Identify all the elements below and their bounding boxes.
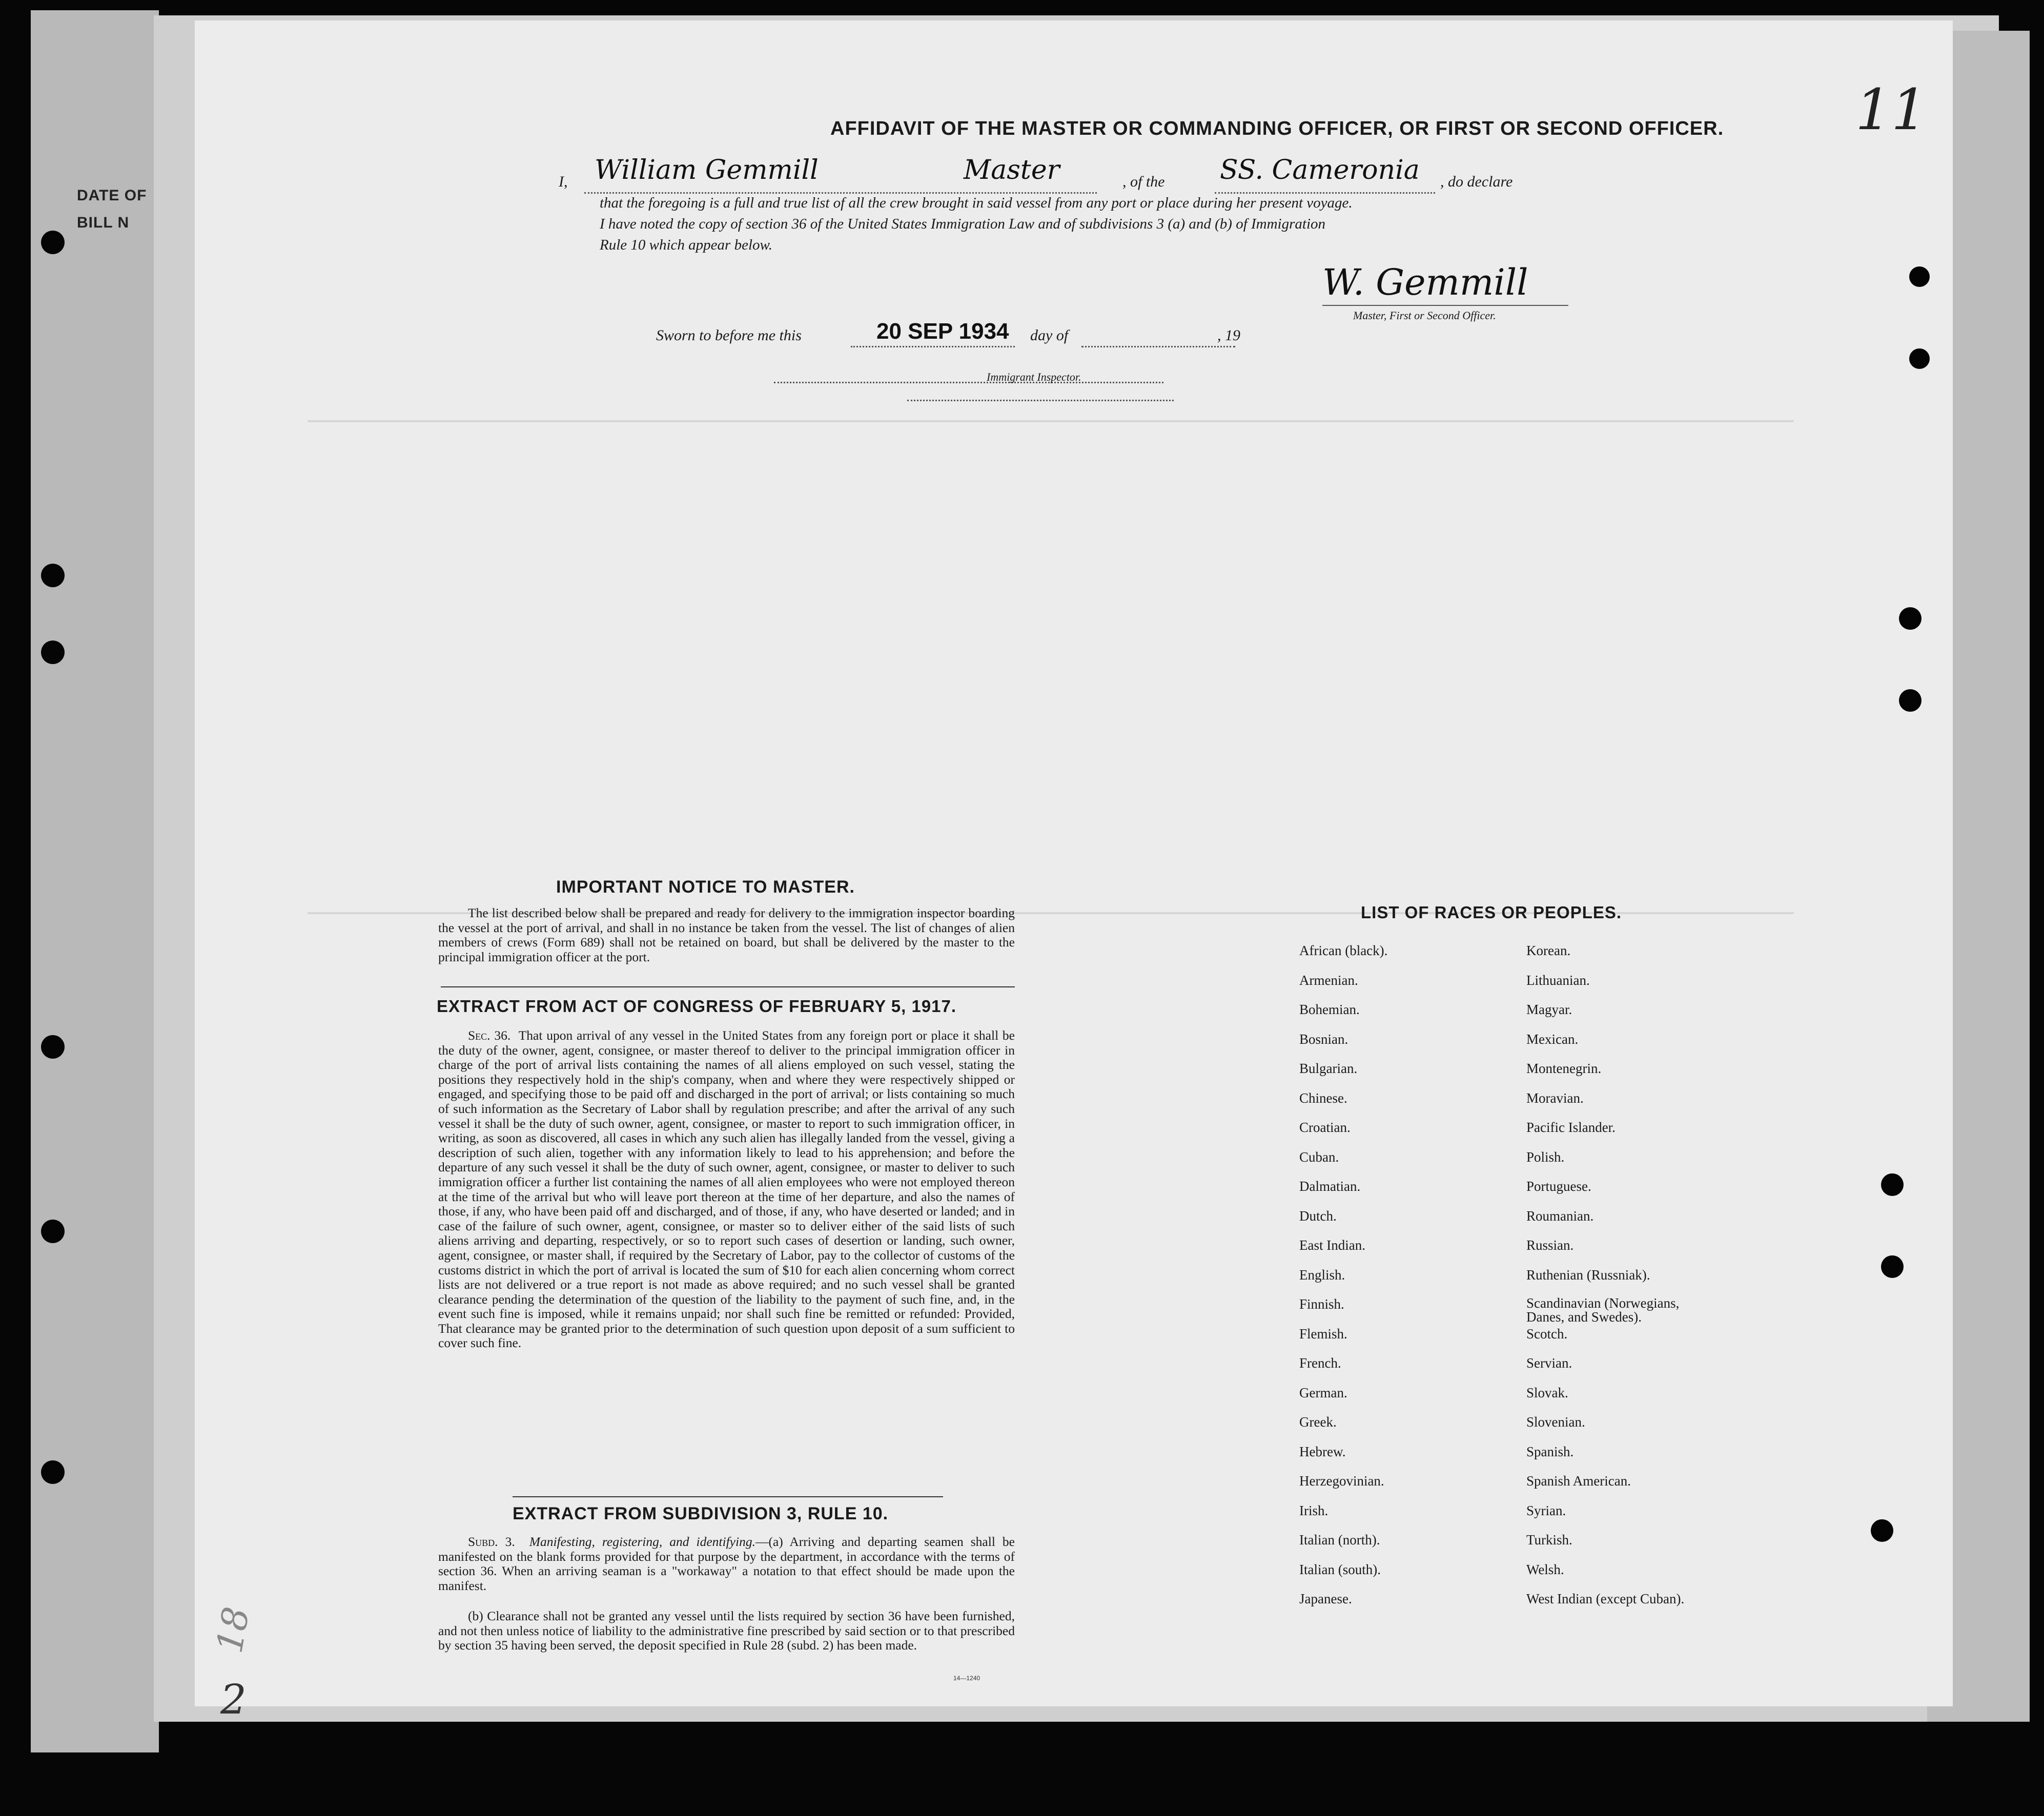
race-item: Dalmatian. [1299,1179,1361,1194]
sworn-day-of: day of [1030,327,1069,344]
race-item: East Indian. [1299,1237,1365,1253]
race-item: Syrian. [1526,1502,1566,1518]
race-item: Ruthenian (Russniak). [1526,1267,1650,1283]
race-item: Spanish. [1526,1443,1574,1459]
punch-hole [1871,1519,1893,1542]
affidavit-line4: Rule 10 which appear below. [600,237,772,253]
race-item: Lithuanian. [1526,972,1590,988]
act-text: That upon arrival of any vessel in the United States from any foreign port or place it shall be the duty of the owner, agent, consignee, or master thereof to deliver to the principal immigration officer in charge of the port of arrival lists containing the names of all aliens employed on such vessel, stating the positions they respectively hold in the ship's company, when and where they were respectively shipped or engaged, and specifying those to be paid off and discharged in the port of arrival; or lists containing so much of such information as the Secretary of Labor shall by regulation prescribe; and after the arrival of any such vessel it shall be the duty of such owner, agent, consignee, or master to report to such immigration officer, in writing, as soon as discovered, all cases in which any such alien has illegally landed from the vessel, giving a description of such alien, together with any information likely to lead to his apprehension; and before the departure of any such vessel it shall be the duty of such owner, agent, consignee, or master to deliver to such immigration officer a further list containing the names of all alien employees who were not employed thereon at the time of the arrival but who will leave port thereon at the time of her departure, and also the names of those, if any, who have been paid off and discharged, and of those, if any, who have deserted or landed; and in case of the failure of such owner, agent, consignee, or master so to deliver either of the said lists of such aliens arriving and departing, respectively, or so to report such cases of desertion or landing, such owner, agent, consignee, or master shall, if required by the Secretary of Labor, pay to the collector of customs of the customs district in which the port of arrival is located the sum of $10 for each alien concerning whom correct lists are not delivered or a true report is not made as above required; and no such vessel shall be granted clearance pending the determination of the question of the liability to the payment of such fine, and, in the event such fine is imposed, while it remains unpaid; nor shall such fine be remitted or refunded: Provided, That clearance may be granted prior to the determination of such question upon deposit of a sum sufficient to cover such fine. [438,1028,1015,1351]
race-item: Portuguese. [1526,1179,1591,1194]
races-heading: LIST OF RACES OR PEOPLES. [1361,903,1622,922]
master-name-handwritten: William Gemmill [595,155,819,185]
sworn-date-stamp: 20 SEP 1934 [876,319,1009,344]
act-body [438,1028,1015,1351]
act-section-label: Sec. 36. [468,1028,511,1043]
signature-line [1322,305,1568,306]
race-item: Slovenian. [1526,1414,1585,1430]
punch-hole [1909,348,1930,369]
race-item: Spanish American. [1526,1473,1631,1489]
left-margin-pencil-mark: 18 [208,1604,258,1656]
rule-text-a: —(a) Arriving and departing seamen shall be manifested on the blank forms provided for that purpose by the department, in accordance with the terms of section 36. When an arriving seaman is a "workaway" a notation to that effect should be made upon the manifest. [438,1534,1015,1593]
rank-handwritten: Master [964,155,1060,185]
affidavit-line1-prefix: I, [559,173,568,190]
race-item: Mexican. [1526,1031,1579,1047]
binder-hole [41,1035,65,1059]
rule-body-b: (b) Clearance shall not be granted any vessel until the lists required by section 36 have been furnished, and not then unless notice of liability to the administrative fine prescribed by said section or to that prescribed by section 35 having been served, the deposit specified in Rule 28 (subd. 2) has been made. [438,1608,1015,1653]
inspector-line-1 [774,382,1163,383]
race-item: Turkish. [1526,1532,1572,1547]
left-strip-label-2: BILL N [77,214,130,231]
race-item: Cuban. [1299,1149,1339,1165]
race-item: Bulgarian. [1299,1061,1358,1076]
rule-heading: EXTRACT FROM SUBDIVISION 3, RULE 10. [513,1504,889,1523]
rule-subd-label: Subd. 3. [468,1534,515,1549]
race-item: Magyar. [1526,1002,1572,1017]
race-item: Hebrew. [1299,1443,1346,1459]
affidavit-title: AFFIDAVIT OF THE MASTER OR COMMANDING OFFICER, OR FIRST OR SECOND OFFICER. [830,118,1724,139]
punch-hole [1909,266,1930,287]
binder-hole [41,1460,65,1484]
left-strip-label-1: DATE OF [77,187,147,204]
race-item: Servian. [1526,1355,1572,1371]
race-item: Welsh. [1526,1561,1564,1577]
race-item: Chinese. [1299,1090,1347,1106]
race-item: Slovak. [1526,1385,1568,1400]
race-item: Finnish. [1299,1296,1344,1312]
race-item: Dutch. [1299,1208,1337,1224]
binder-hole [41,1220,65,1243]
inspector-line-2 [907,400,1174,401]
race-item: Scandinavian (Norwegians, Danes, and Swedes). [1526,1295,1680,1325]
act-divider [513,1496,943,1497]
bottom-left-pencil-mark: 2 [220,1676,247,1723]
rule-body-a [438,1535,1015,1593]
race-item: Roumanian. [1526,1208,1594,1224]
sworn-prefix: Sworn to before me this [656,327,802,344]
race-item: Korean. [1526,943,1571,958]
vessel-underline [1215,192,1435,194]
affidavit-line2: that the foregoing is a full and true list of all the crew brought in said vessel from any port or place during her present voyage. [600,195,1353,211]
race-item: Moravian. [1526,1090,1584,1106]
sworn-year-prefix: , 19 [1217,327,1240,344]
page-number-mark: 11 [1855,77,1927,142]
manifest-page [195,20,1953,1723]
binder-hole [41,231,65,254]
race-item: Irish. [1299,1502,1328,1518]
inspector-label: Immigrant Inspector. [987,370,1081,383]
affidavit-line3: I have noted the copy of section 36 of the United States Immigration Law and of subdivisions 3 (a) and (b) of Immigration [600,216,1326,232]
race-item: African (black). [1299,943,1388,958]
race-item: Italian (north). [1299,1532,1380,1547]
race-item: German. [1299,1385,1347,1400]
race-item: Japanese. [1299,1591,1352,1606]
vessel-name-handwritten: SS. Cameronia [1220,155,1420,185]
rule-subd-title: Manifesting, registering, and identifying. [529,1534,755,1549]
race-item: French. [1299,1355,1341,1371]
race-item: Bohemian. [1299,1002,1360,1017]
officer-signature: W. Gemmill [1322,261,1528,303]
race-item: Polish. [1526,1149,1565,1165]
race-item: Scotch. [1526,1326,1568,1342]
notice-body: The list described below shall be prepared and ready for delivery to the immigration inspector boarding the vessel at the port of arrival, and shall in no instance be taken from the vessel. The list of changes of alien members of crews (Form 689) shall not be retained on board, but shall be delivered by the master to the principal immigration officer at the port. [438,905,1015,964]
race-item: Russian. [1526,1237,1574,1253]
race-item: Italian (south). [1299,1561,1381,1577]
binder-hole [41,564,65,587]
race-item: Montenegrin. [1526,1061,1602,1076]
act-heading: EXTRACT FROM ACT OF CONGRESS OF FEBRUARY 5, 1917. [437,997,957,1016]
notice-divider [441,986,1015,987]
bleed-through-rule [308,420,1794,422]
notice-heading: IMPORTANT NOTICE TO MASTER. [556,877,855,897]
race-item: Greek. [1299,1414,1337,1430]
punch-hole [1899,607,1922,630]
sworn-month-line [1081,346,1235,347]
race-item: Bosnian. [1299,1031,1348,1047]
punch-hole [1899,689,1922,712]
race-item: Herzegovinian. [1299,1473,1384,1489]
left-binder-strip [31,10,159,1752]
binder-hole [41,641,65,664]
form-number: 14—1240 [953,1675,980,1682]
affidavit-of-the: , of the [1122,173,1165,190]
race-item: Armenian. [1299,972,1358,988]
race-item: Croatian. [1299,1120,1351,1135]
race-item: Flemish. [1299,1326,1347,1342]
name-underline [584,192,1097,194]
sworn-date-line [851,346,1015,347]
affidavit-do-declare: , do declare [1440,173,1513,190]
race-item: English. [1299,1267,1345,1283]
punch-hole [1881,1173,1904,1196]
race-item: West Indian (except Cuban). [1526,1591,1685,1606]
punch-hole [1881,1255,1904,1278]
race-item: Pacific Islander. [1526,1120,1616,1135]
signature-label: Master, First or Second Officer. [1353,309,1496,322]
